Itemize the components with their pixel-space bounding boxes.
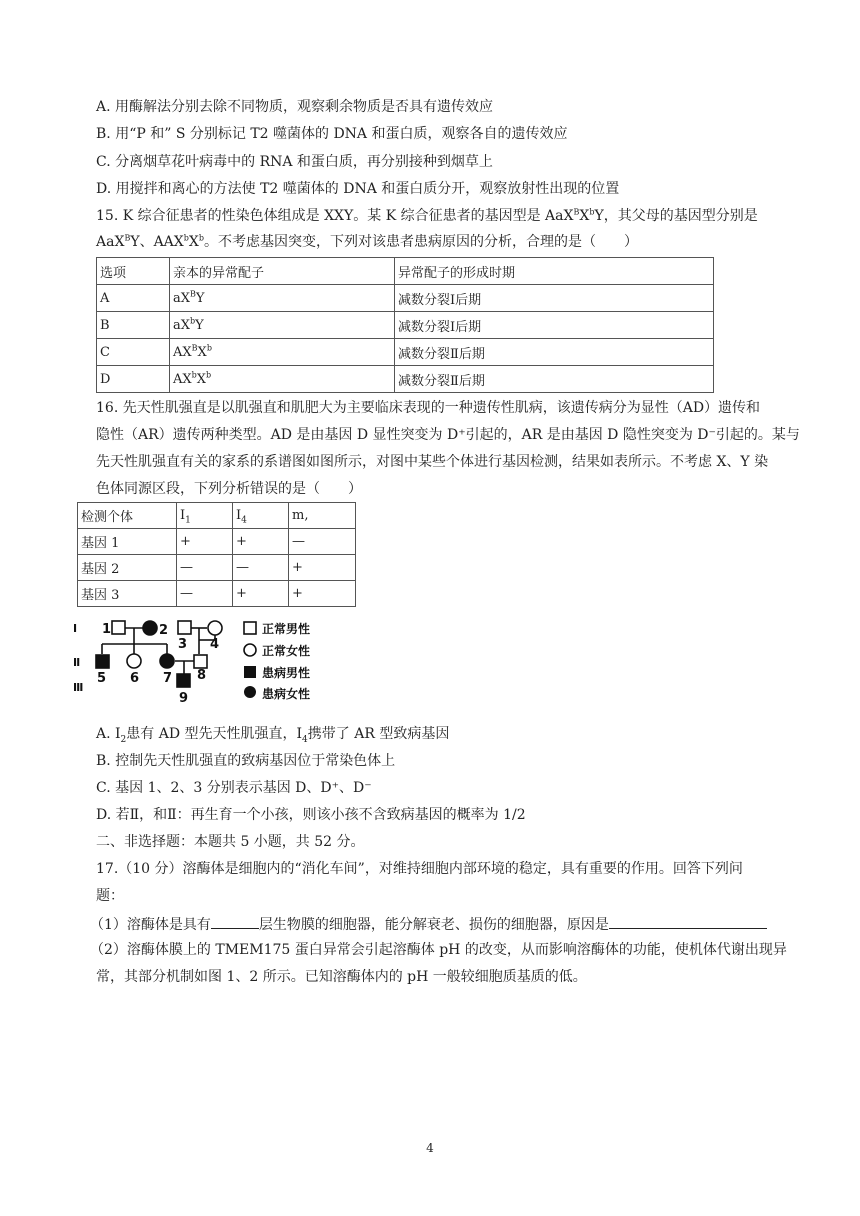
table-cell: + (233, 581, 289, 607)
individual-number: 8 (197, 668, 207, 683)
table-row (97, 258, 714, 285)
table-header: m, (289, 503, 356, 529)
q17-stem-line2: 题： (96, 888, 124, 904)
individual-number: 5 (97, 671, 107, 686)
individual-number: 6 (130, 671, 140, 686)
table-cell: $aX^bY$ (170, 312, 395, 339)
q14-option-c: C. 分离烟草花叶病毒中的 RNA 和蛋白质，再分别接种到烟草上 (96, 154, 493, 170)
individual-8 (194, 655, 207, 668)
table-row (97, 366, 714, 393)
table-cell: 减数分裂Ⅱ后期 (395, 339, 714, 366)
individual-number: 2 (159, 623, 169, 638)
individual-9 (177, 674, 190, 687)
q16-stem-line3: 先天性肌强直有关的家系的系谱图如图所示，对图中某些个体进行基因检测，结果如表所示。不考虑 X、Y 染 (96, 454, 769, 470)
table-cell: — (289, 529, 356, 555)
q16-stem-line4: 色体同源区段，下列分析错误的是（ ） (96, 481, 362, 497)
table-cell: $AX^bX^b$ (170, 366, 395, 393)
table-cell: + (289, 555, 356, 581)
table-row (78, 529, 356, 555)
q15-stem-line1: 15. K 综合征患者的性染色体组成是 XXY。某 K 综合征患者的基因型是 $AaX^BX^bY$，其父母的基因型分别是 (96, 207, 758, 224)
q15-table (96, 257, 714, 393)
table-header: $I_1$ (177, 503, 233, 529)
individual-number: 9 (179, 691, 189, 704)
legend-label: 患病女性 (262, 687, 311, 701)
table-cell: — (177, 581, 233, 607)
table-cell: 基因 2 (78, 555, 177, 581)
table-cell: 基因 1 (78, 529, 177, 555)
q14-option-a: A. 用酶解法分别去除不同物质，观察剩余物质是否具有遗传效应 (96, 99, 494, 115)
individual-2 (143, 621, 157, 635)
q16-stem-line1: 16. 先天性肌强直是以肌强直和肌肥大为主要临床表现的一种遗传性肌病，该遗传病分为显性（AD）遗传和 (96, 400, 761, 416)
table-header: 检测个体 (78, 503, 177, 529)
legend-affected-female-icon (244, 686, 256, 698)
answer-blank[interactable] (609, 913, 767, 929)
table-row (78, 503, 356, 529)
table-cell: 减数分裂Ⅰ后期 (395, 285, 714, 312)
q17-subquestion-2-line1: （2）溶酶体膜上的 TMEM175 蛋白异常会引起溶酶体 pH 的改变，从而影响溶酶体的功能，使机体代谢出现异 (90, 942, 787, 958)
table-row (78, 555, 356, 581)
q17-subquestion-2-line2: 常，其部分机制如图 1、2 所示。已知溶酶体内的 pH 一般较细胞质基质的低。 (96, 969, 587, 985)
individual-number: 7 (163, 671, 173, 686)
generation-label: Ⅲ (73, 681, 84, 694)
q16-gene-table (77, 502, 356, 607)
individual-number: 1 (102, 622, 112, 637)
table-cell: $aX^BY$ (170, 285, 395, 312)
table-row (97, 312, 714, 339)
individual-7 (160, 654, 174, 668)
table-cell: + (233, 529, 289, 555)
legend-affected-male-icon (244, 666, 256, 678)
q14-option-d: D. 用搅拌和离心的方法使 T2 噬菌体的 DNA 和蛋白质分开，观察放射性出现的位置 (96, 181, 620, 197)
q17-subquestion-1: （1）溶酶体是具有 层生物膜的细胞器，能分解衰老、损伤的细胞器，原因是 (90, 913, 767, 935)
q16-option-c: C. 基因 1、2、3 分别表示基因 D、D⁺、D⁻ (96, 780, 372, 796)
legend-normal-male-icon (244, 622, 256, 634)
q16-option-b: B. 控制先天性肌强直的致病基因位于常染色体上 (96, 753, 396, 769)
table-cell: 基因 3 (78, 581, 177, 607)
table-cell: + (177, 529, 233, 555)
individual-number: 3 (178, 637, 188, 652)
table-header: 选项 (97, 258, 170, 285)
individual-1 (112, 621, 125, 634)
legend-label: 正常男性 (262, 622, 311, 636)
page-number: 4 (426, 1141, 434, 1155)
table-row (97, 285, 714, 312)
table-cell: A (97, 285, 170, 312)
q15-stem-line2: AaX$^B$Y、$AAX^bX^b$。不考虑基因突变，下列对该患者患病原因的分析，合理的是（ ） (96, 233, 638, 250)
table-row (78, 581, 356, 607)
section-heading: 二、非选择题：本题共 5 小题，共 52 分。 (96, 834, 365, 850)
q14-option-b: B. 用“P 和” S 分别标记 T2 噬菌体的 DNA 和蛋白质，观察各自的遗传效应 (96, 126, 568, 142)
table-cell: D (97, 366, 170, 393)
q17-stem-line1: 17.（10 分）溶酶体是细胞内的“消化车间”，对维持细胞内部环境的稳定，具有重要的作用。回答下列问 (96, 861, 743, 877)
individual-3 (178, 621, 191, 634)
table-cell: + (289, 581, 356, 607)
table-row (97, 339, 714, 366)
table-header: $I_4$ (233, 503, 289, 529)
q16-stem-line2: 隐性（AR）遗传两种类型。AD 是由基因 D 显性突变为 D⁺引起的，AR 是由基因 D 隐性突变为 D⁻引起的。某与 (96, 427, 800, 443)
table-header: 亲本的异常配子 (170, 258, 395, 285)
legend-normal-female-icon (244, 644, 256, 656)
generation-label: I (73, 622, 78, 635)
legend-label: 正常女性 (262, 644, 311, 658)
pedigree-diagram (70, 614, 360, 704)
individual-5 (96, 655, 109, 668)
table-cell: $AX^BX^b$ (170, 339, 395, 366)
individual-4 (208, 621, 222, 635)
table-cell: — (233, 555, 289, 581)
table-cell: 减数分裂Ⅰ后期 (395, 312, 714, 339)
table-cell: B (97, 312, 170, 339)
individual-number: 4 (210, 637, 220, 652)
table-header: 异常配子的形成时期 (395, 258, 714, 285)
table-cell: 减数分裂Ⅱ后期 (395, 366, 714, 393)
q16-option-d: D. 若Ⅱ，和Ⅱ：再生育一个小孩，则该小孩不含致病基因的概率为 1/2 (96, 807, 526, 823)
generation-label: Ⅱ (73, 656, 81, 669)
q16-option-a: A. $I_2$患有 AD 型先天性肌强直，$I_4$携带了 AR 型致病基因 (96, 726, 450, 745)
individual-6 (127, 654, 141, 668)
table-cell: C (97, 339, 170, 366)
legend-label: 患病男性 (262, 666, 311, 680)
answer-blank[interactable] (211, 913, 259, 929)
table-cell: — (177, 555, 233, 581)
